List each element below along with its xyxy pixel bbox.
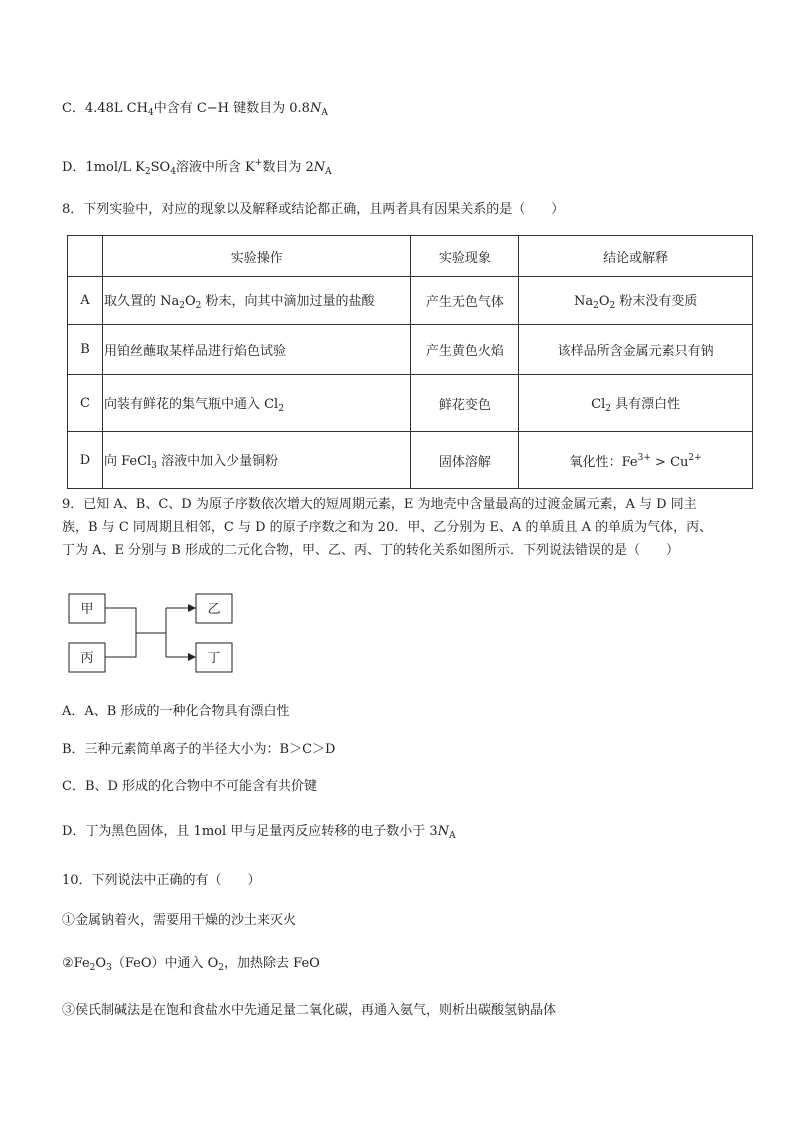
q9-option-b: B．三种元素简单离子的半径大小为：B＞C＞D [62,742,336,757]
header-cell: 结论或解释 [519,236,753,277]
table-row [68,375,753,432]
q8-stem: 8．下列实验中，对应的现象以及解释或结论都正确，且两者具有因果关系的是（ ） [62,202,565,217]
reactant-bracket [105,608,136,657]
operation-cell: 用铂丝蘸取某样品进行焰色试验 [102,325,411,375]
q10-stem: 10．下列说法中正确的有（ ） [62,873,261,888]
operation-cell: 向装有鲜花的集气瓶中通入 $Cl_2$ [102,375,411,432]
operation-cell: 向 FeCl$_3$ 溶液中加入少量铜粉 [102,432,411,489]
row-label: D [68,432,103,489]
q10-item-3: ③侯氏制碱法是在饱和食盐水中先通足量二氧化碳，再通入氨气，则析出碳酸氢钠晶体 [62,1003,557,1018]
table-row [68,432,753,489]
q9-option-c: C．B、D 形成的化合物中不可能含有共价键 [62,779,318,794]
q8-table [67,235,753,489]
q7-option-d: D．1mol/L $K_2SO_4$溶液中所含 K+数目为 $2N_A$ [62,158,332,177]
row-label: C [68,375,103,432]
conclusion-cell: 氧化性：$Fe^{3+} > Cu^{2+}$ [519,432,753,489]
phenomenon-cell: 产生黄色火焰 [411,325,519,375]
table-row [68,277,753,325]
q7-option-c: C．4.48L $CH_4$中含有 C−H 键数目为 $0.8N_A$ [62,101,328,118]
header-cell [68,236,103,277]
conclusion-cell: 该样品所含金属元素只有钠 [519,325,753,375]
label-ding: 丁 [207,651,221,666]
conclusion-cell: $Cl_2$ 具有漂白性 [519,375,753,432]
label-bing: 丙 [80,651,94,666]
row-label: A [68,277,103,325]
q9-option-d: D．丁为黑色固体，且 1mol 甲与足量丙反应转移的电子数小于 $3N_A$ [62,824,456,841]
q10-item-2: $②Fe_2O_3(FeO)$中通入 $O_2$，加热除去 FeO [62,956,320,973]
table-row [68,325,753,375]
header-cell: 实验现象 [411,236,519,277]
conclusion-cell: $Na_2O_2$ 粉末没有变质 [519,277,753,325]
table-header-row [68,236,753,277]
phenomenon-cell: 产生无色气体 [411,277,519,325]
operation-cell: 取久置的 $Na_2O_2$ 粉末，向其中滴加过量的盐酸 [102,277,411,325]
q9-stem: 9．已知 A、B、C、D 为原子序数依次增大的短周期元素，E 为地壳中含量最高的过渡金属元素，A 与 D 同主 族，B 与 C 同周期且相邻，C 与 D 的原子序数之和为 20．甲、乙分别为 E、A 的单质且 A 的单质为气体，丙、 丁为 A、E 分别与 B 形成的二元化合物，甲、乙、丙、丁的转化关系如图所示．下列说法错误的是（ ） [62,497,713,558]
q9-option-a: A．A、B 形成的一种化合物具有漂白性 [62,704,290,719]
reaction-diagram [68,592,238,674]
row-label: B [68,325,103,375]
header-cell: 实验操作 [102,236,411,277]
label-yi: 乙 [207,602,221,617]
phenomenon-cell: 鲜花变色 [411,375,519,432]
label-jia: 甲 [80,602,94,617]
q10-item-1: ①金属钠着火，需要用干燥的沙土来灭火 [62,913,297,928]
phenomenon-cell: 固体溶解 [411,432,519,489]
